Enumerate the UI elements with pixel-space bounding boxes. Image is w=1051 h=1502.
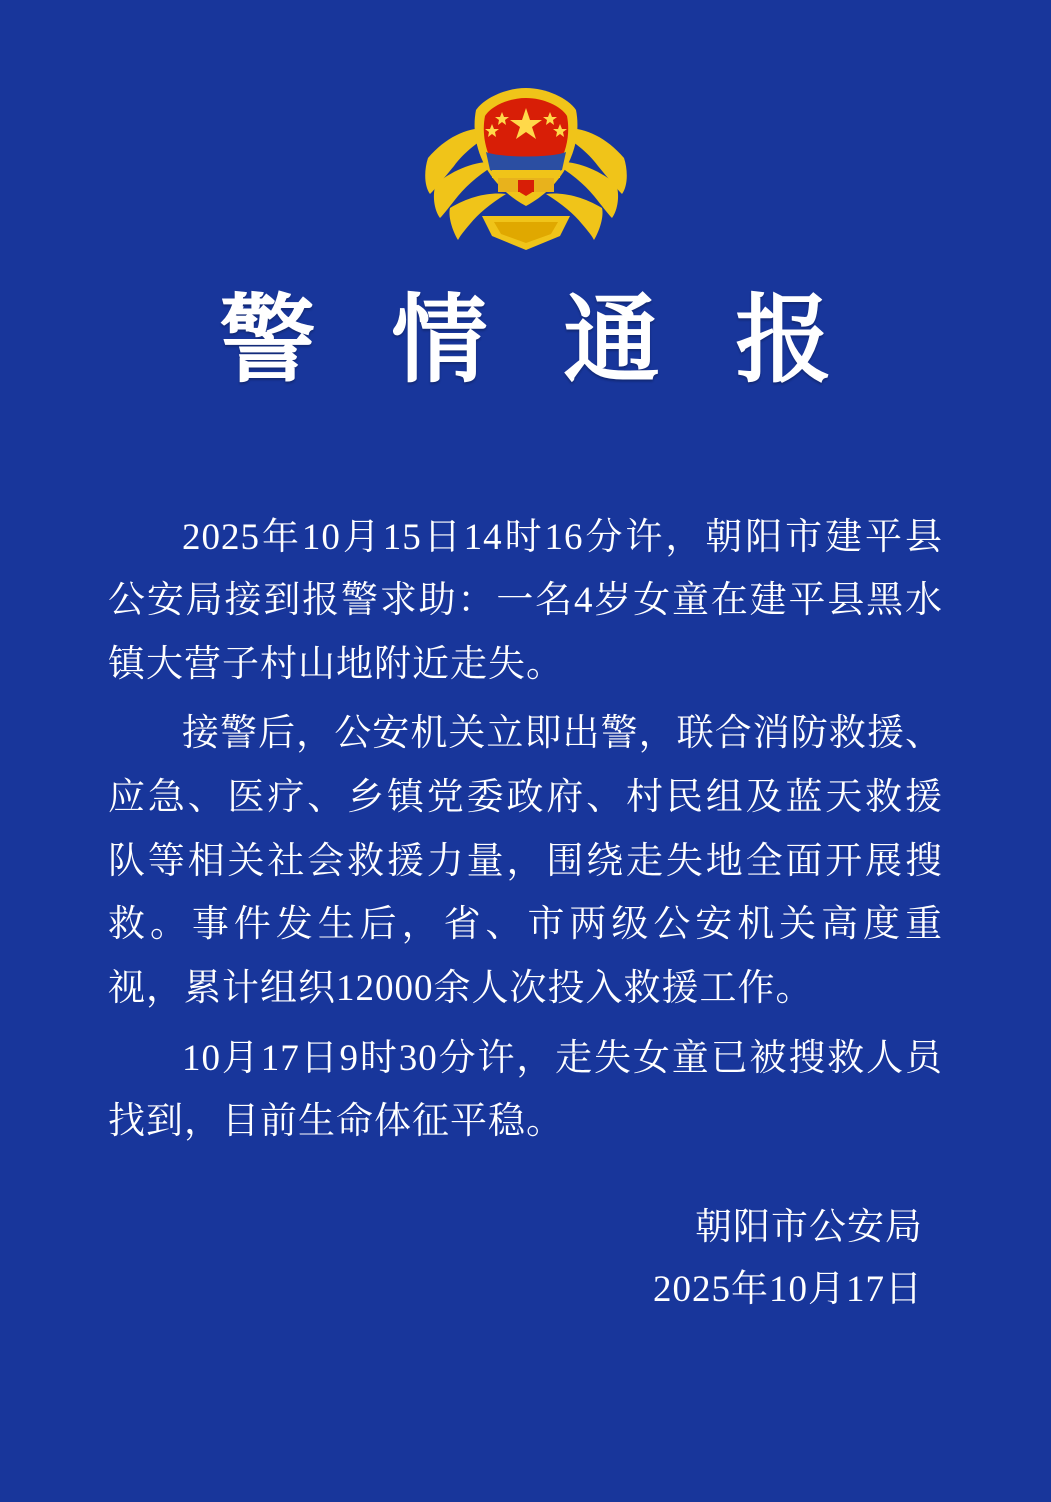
china-police-emblem (420, 66, 632, 258)
notice-paragraph-3: 10月17日9时30分许，走失女童已被搜救人员找到，目前生命体征平稳。 (108, 1037, 943, 1143)
issuer-name: 朝阳市公安局 (695, 1206, 923, 1248)
emblem-container (0, 0, 1051, 258)
notice-body (108, 506, 943, 1154)
issue-date: 2025年10月17日 (653, 1268, 923, 1310)
notice-paragraph-1: 2025年10月15日14时16分许，朝阳市建平县公安局接到报警求助：一名4岁女童在建平县黑水镇大营子村山地附近走失。 (108, 516, 943, 685)
document-title: 警 情 通 报 (219, 287, 858, 394)
notice-paragraph-2: 接警后，公安机关立即出警，联合消防救援、应急、医疗、乡镇党委政府、村民组及蓝天救援队等相关社会救援力量，围绕走失地全面开展搜救。事件发生后，省、市两级公安机关高度重视，累计组织12000余人次投入救援工作。 (108, 713, 943, 1009)
signature-block (0, 1198, 923, 1320)
